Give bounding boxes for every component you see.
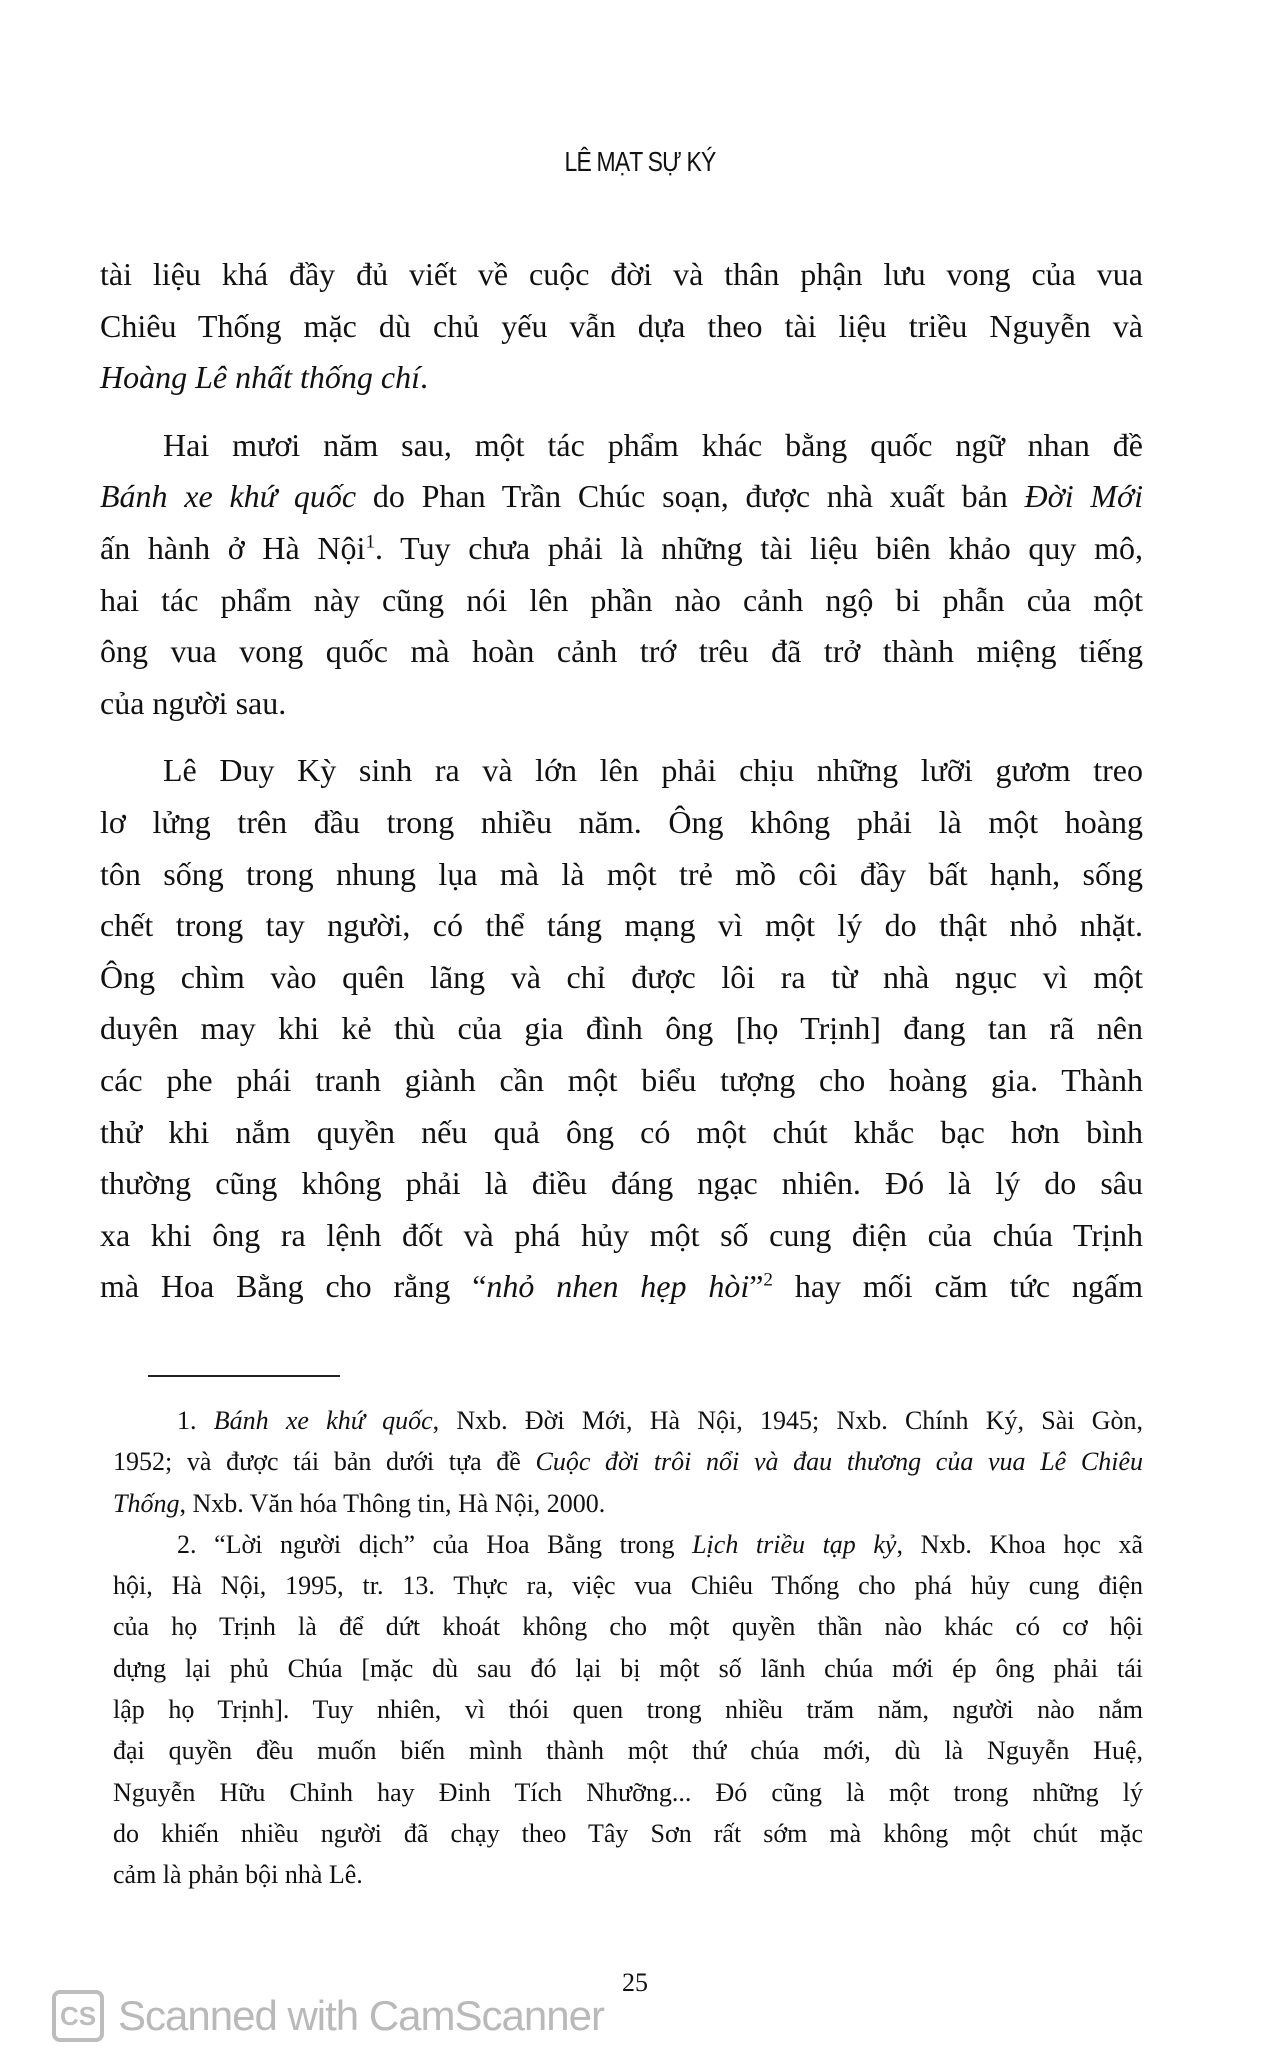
paragraph (100, 745, 1143, 1313)
italic-title: Bánh xe khứ quốc (100, 478, 357, 515)
text-run: lơ lửng trên đầu trong nhiều năm. Ông không phải là một hoàng (100, 803, 1143, 840)
text-run: , Nxb. Khoa học xã (896, 1529, 1143, 1559)
text-line (100, 1107, 1143, 1159)
text-line (113, 1400, 1143, 1441)
text-line (113, 1772, 1143, 1813)
text-run: , Nxb. Văn hóa Thông tin, Hà Nội, 2000. (179, 1488, 606, 1518)
text-run: . (419, 359, 428, 396)
text-line (113, 1854, 1143, 1895)
paragraph (100, 249, 1143, 404)
text-run: ông vua vong quốc mà hoàn cảnh trớ trêu đã trở thành miệng tiếng (100, 633, 1143, 670)
text-line (113, 1813, 1143, 1854)
text-line (100, 420, 1143, 472)
camscanner-watermark (52, 1990, 604, 2042)
italic-title: Thống (113, 1488, 180, 1518)
text-line (113, 1524, 1143, 1565)
text-line (100, 471, 1143, 523)
text-run: tôn sống trong nhung lụa mà là một trẻ mồ côi đầy bất hạnh, sống (100, 855, 1143, 892)
text-run: các phe phái tranh giành cần một biểu tượng cho hoàng gia. Thành (100, 1061, 1143, 1098)
text-line (100, 745, 1143, 797)
text-line (100, 797, 1143, 849)
text-run: Nguyễn Hữu Chỉnh hay Đinh Tích Nhưỡng... Đó cũng là một trong những lý (113, 1777, 1143, 1807)
body-text (100, 249, 1143, 1329)
footnote-ref: 1 (365, 531, 376, 553)
text-line (113, 1730, 1143, 1771)
text-line (100, 575, 1143, 627)
text-run: do khiến nhiều người đã chạy theo Tây Sơn rất sớm mà không một chút mặc (113, 1818, 1143, 1848)
text-line (100, 1055, 1143, 1107)
text-run: dựng lại phủ Chúa [mặc dù sau đó lại bị một số lãnh chúa mới ép ông phải tái (113, 1653, 1143, 1683)
text-line (100, 1003, 1143, 1055)
text-line (100, 249, 1143, 301)
text-run: ấn hành ở Hà Nội (100, 529, 366, 566)
text-run: của người sau. (100, 684, 287, 721)
text-run: hai tác phẩm này cũng nói lên phần nào cảnh ngộ bi phẫn của một (100, 581, 1143, 618)
text-line (100, 1158, 1143, 1210)
text-run: xa khi ông ra lệnh đốt và phá hủy một số cung điện của chúa Trịnh (100, 1216, 1143, 1253)
text-line (100, 900, 1143, 952)
text-run: 1952; và được tái bản dưới tựa đề (113, 1447, 536, 1477)
text-line (113, 1565, 1143, 1606)
text-run: . Tuy chưa phải là những tài liệu biên khảo quy mô, (375, 529, 1144, 566)
text-run: , Nxb. Đời Mới, Hà Nội, 1945; Nxb. Chính Ký, Sài Gòn, (432, 1406, 1143, 1435)
text-run: tài liệu khá đầy đủ viết về cuộc đời và thân phận lưu vong của vua (100, 256, 1143, 292)
text-line (100, 523, 1143, 575)
text-line (100, 352, 1143, 404)
camscanner-logo-icon: CS (52, 1990, 104, 2042)
text-run: Ông chìm vào quên lãng và chỉ được lôi ra từ nhà ngục vì một (100, 958, 1143, 995)
text-run: hay mối căm tức ngấm (773, 1268, 1144, 1305)
text-line (100, 952, 1143, 1004)
text-run: chết trong tay người, có thể táng mạng vì một lý do thật nhỏ nhặt. (100, 907, 1143, 944)
text-line (113, 1648, 1143, 1689)
text-line (113, 1689, 1143, 1730)
text-run: của họ Trịnh là để dứt khoát không cho một quyền thần nào khác có cơ hội (113, 1612, 1143, 1642)
text-run: thường cũng không phải là điều đáng ngạc nhiên. Đó là lý do sâu (100, 1165, 1143, 1202)
text-line (100, 301, 1143, 353)
text-run: cảm là phản bội nhà Lê. (113, 1860, 363, 1890)
footnote-divider (148, 1375, 340, 1377)
text-line (100, 1261, 1143, 1313)
text-run: duyên may khi kẻ thù của gia đình ông [họ Trịnh] đang tan rã nên (100, 1010, 1143, 1047)
text-run: ” (749, 1268, 764, 1305)
text-run: đại quyền đều muốn biến mình thành một thứ chúa mới, dù là Nguyễn Huệ, (113, 1736, 1143, 1766)
text-line (113, 1606, 1143, 1647)
text-line (100, 626, 1143, 678)
footnotes (113, 1400, 1143, 1896)
italic-title: Lịch triều tạp kỷ (692, 1529, 897, 1559)
text-line (113, 1441, 1143, 1482)
page-number: 25 (622, 1968, 648, 1997)
footnote (113, 1524, 1143, 1896)
italic-title: nhỏ nhen hẹp hòi (486, 1268, 750, 1305)
text-run: 1. (177, 1406, 214, 1435)
footnote (113, 1400, 1143, 1524)
footnote-ref: 2 (763, 1269, 774, 1291)
italic-title: Bánh xe khứ quốc (213, 1406, 433, 1435)
text-run: thử khi nắm quyền nếu quả ông có một chút khắc bạc hơn bình (100, 1113, 1143, 1150)
text-run: do Phan Trần Chúc soạn, được nhà xuất bản (356, 478, 1025, 515)
italic-title: Hoàng Lê nhất thống chí (100, 359, 420, 396)
text-line (100, 849, 1143, 901)
text-line (113, 1483, 1143, 1524)
paragraph (100, 420, 1143, 730)
text-run: Hai mươi năm sau, một tác phẩm khác bằng quốc ngữ nhan đề (163, 426, 1143, 463)
text-run: 2. “Lời người dịch” của Hoa Bằng trong (177, 1529, 693, 1559)
text-run: lập họ Trịnh]. Tuy nhiên, vì thói quen trong nhiều trăm năm, người nào nắm (113, 1695, 1143, 1725)
text-run: hội, Hà Nội, 1995, tr. 13. Thực ra, việc vua Chiêu Thống cho phá hủy cung điện (113, 1571, 1143, 1601)
italic-title: Cuộc đời trôi nổi và đau thương của vua Lê Chiêu (535, 1447, 1143, 1477)
watermark-text: Scanned with CamScanner (118, 1992, 604, 2039)
text-run: Lê Duy Kỳ sinh ra và lớn lên phải chịu những lưỡi gươm treo (163, 752, 1143, 789)
text-line (100, 678, 1143, 730)
running-header: LÊ MẠT SỰ KÝ (564, 146, 716, 177)
text-line (100, 1210, 1143, 1262)
text-run: Chiêu Thống mặc dù chủ yếu vẫn dựa theo tài liệu triều Nguyễn và (100, 307, 1143, 344)
text-run: mà Hoa Bằng cho rằng “ (100, 1268, 487, 1305)
italic-title: Đời Mới (1024, 478, 1144, 515)
